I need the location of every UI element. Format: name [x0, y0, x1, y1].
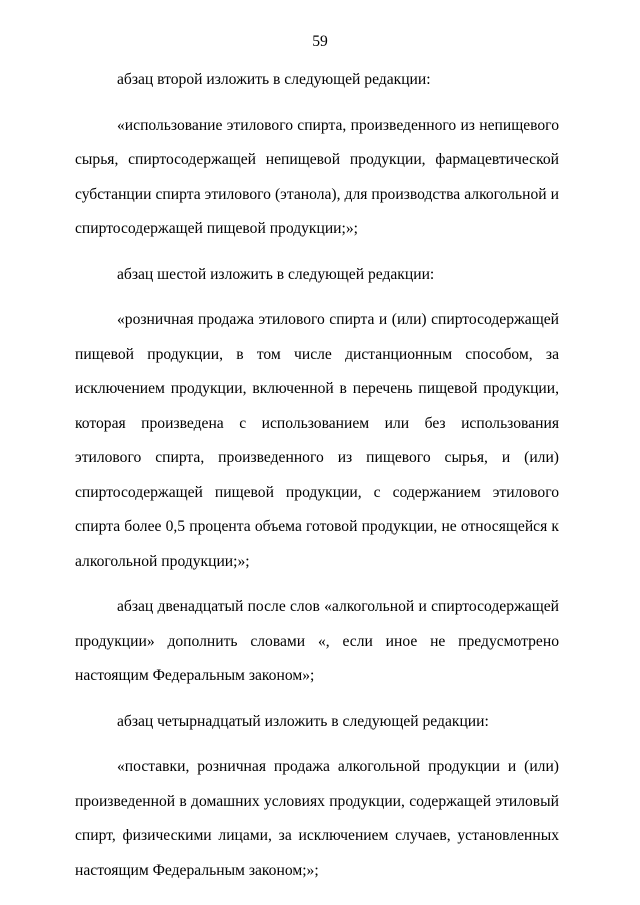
paragraph-7: «поставки, розничная продажа алкогольной продукции и (или) произведенной в домашних условиях продукции, содержащей этиловый спирт, физическими лицами, за исключением случаев, установленных настоящим Федеральным законом;»;	[75, 758, 559, 879]
page-number: 59	[312, 33, 328, 50]
paragraph-2: «использование этилового спирта, произведенного из непищевого сырья, спиртосодержащей непищевой продукции, фармацевтической субстанции спирта этилового (этанола), для производства алкогольной и спиртосодержащей пищевой продукции;»;	[75, 116, 559, 237]
paragraph-6: абзац четырнадцатый изложить в следующей редакции:	[117, 712, 489, 730]
paragraph-4: «розничная продажа этилового спирта и (или) спиртосодержащей пищевой продукции, в том числе дистанционным способом, за исключением продукции, включенной в перечень пищевой продукции, которая произведена с использованием или без использования этилового спирта, произведенного из пищевого сырья, и (или) спиртосодержащей пищевой продукции, с содержанием этилового спирта более 0,5 процента объема готовой продукции, не относящейся к алкогольной продукции;»;	[75, 311, 559, 570]
document-body	[75, 63, 559, 888]
paragraph-3: абзац шестой изложить в следующей редакции:	[117, 265, 435, 283]
paragraph-1: абзац второй изложить в следующей редакции:	[117, 71, 431, 88]
paragraph-5: абзац двенадцатый после слов «алкогольной и спиртосодержащей продукции» дополнить словами «, если иное не предусмотрено настоящим Федеральным законом»;	[75, 598, 559, 684]
